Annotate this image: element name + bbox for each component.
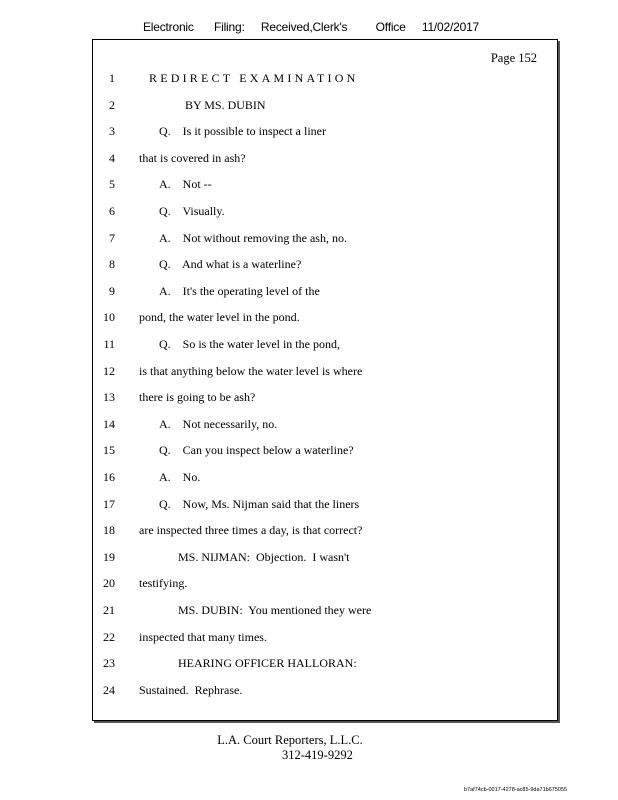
footer-company: L.A. Court Reporters, L.L.C.: [217, 733, 363, 747]
line-text: Sustained. Rephrase.: [139, 682, 243, 697]
line-number: 11: [103, 337, 115, 351]
line-text: Q. Now, Ms. Nijman said that the liners: [159, 496, 360, 511]
line-text: Q. So is the water level in the pond,: [159, 337, 340, 351]
line-text: testifying.: [139, 576, 188, 591]
line-number: 6: [109, 204, 115, 218]
line-number: 15: [103, 443, 115, 458]
filing-header-date: 11/02/2017: [421, 20, 480, 34]
filing-header-received: Received,Clerk's: [260, 20, 348, 34]
line-text: are inspected three times a day, is that correct?: [139, 523, 363, 538]
line-text: MS. DUBIN: You mentioned they were: [178, 603, 372, 617]
line-text: Q. Visually.: [159, 204, 225, 218]
line-number: 10: [103, 310, 115, 325]
line-text: REDIRECT EXAMINATION: [149, 71, 359, 85]
transcript-line: [93, 257, 557, 277]
transcript-line: [93, 470, 557, 490]
page-number: Page 152: [490, 51, 537, 65]
transcript-line: [93, 390, 557, 410]
transcript-line: [93, 310, 557, 330]
line-text: Q. And what is a waterline?: [159, 257, 302, 272]
transcript-line: [93, 337, 557, 357]
line-number: 4: [109, 150, 115, 165]
transcript-line: [93, 603, 557, 623]
line-text: A. It's the operating level of the: [159, 283, 320, 298]
line-number: 20: [103, 576, 115, 591]
filing-header-filing: Filing:: [213, 20, 245, 34]
transcript-line: [93, 71, 557, 91]
filing-header-office: Office: [375, 20, 406, 34]
filing-header: [143, 20, 479, 34]
line-number: 24: [103, 682, 115, 697]
line-text: Q. Can you inspect below a waterline?: [159, 443, 354, 458]
line-number: 21: [103, 603, 115, 617]
line-number: 16: [103, 470, 115, 484]
line-number: 13: [103, 390, 115, 405]
line-number: 14: [103, 416, 115, 431]
document-hash: b7af74cb-0017-4278-ac85-9da71b675055: [464, 787, 568, 793]
line-number: 1: [109, 71, 115, 85]
line-text: MS. NIJMAN: Objection. I wasn't: [178, 549, 350, 564]
transcript-line: [93, 523, 557, 543]
line-text: that is covered in ash?: [139, 150, 246, 165]
line-number: 17: [103, 496, 115, 511]
transcript-line: [93, 124, 557, 144]
line-text: Q. Is it possible to inspect a liner: [159, 124, 326, 139]
transcript-line: [93, 683, 557, 703]
transcript-line: [93, 656, 557, 676]
line-number: 19: [103, 549, 115, 564]
line-number: 2: [109, 97, 115, 112]
line-text: is that anything below the water level is where: [139, 363, 363, 378]
transcript-line: [93, 417, 557, 437]
transcript-line: [93, 497, 557, 517]
line-text: A. Not --: [159, 177, 212, 192]
transcript-line: [93, 177, 557, 197]
transcript-line: [93, 151, 557, 171]
transcript-line: [93, 284, 557, 304]
line-number: 12: [103, 363, 115, 378]
line-number: 22: [103, 629, 115, 644]
line-text: A. Not necessarily, no.: [159, 416, 278, 431]
transcript-line: [93, 231, 557, 251]
transcript-line: [93, 98, 557, 118]
line-number: 3: [109, 124, 115, 139]
line-text: HEARING OFFICER HALLORAN:: [178, 656, 357, 671]
transcript-line: [93, 550, 557, 570]
line-number: 9: [109, 283, 115, 298]
line-text: A. No.: [159, 470, 201, 484]
line-number: 7: [109, 230, 115, 245]
line-text: A. Not without removing the ash, no.: [159, 230, 347, 245]
transcript-page: [92, 39, 558, 721]
footer-phone: 312-419-9292: [282, 748, 353, 762]
line-text: pond, the water level in the pond.: [139, 310, 300, 325]
line-number: 8: [109, 257, 115, 272]
transcript-line: [93, 630, 557, 650]
line-text: BY MS. DUBIN: [185, 97, 266, 112]
filing-header-electronic: Electronic: [143, 20, 194, 34]
transcript-line: [93, 576, 557, 596]
transcript-line: [93, 364, 557, 384]
transcript-line: [93, 204, 557, 224]
line-number: 5: [109, 177, 115, 192]
transcript-line: [93, 443, 557, 463]
line-text: there is going to be ash?: [139, 390, 256, 405]
line-number: 18: [103, 523, 115, 538]
line-text: inspected that many times.: [139, 629, 267, 644]
line-number: 23: [103, 656, 115, 671]
